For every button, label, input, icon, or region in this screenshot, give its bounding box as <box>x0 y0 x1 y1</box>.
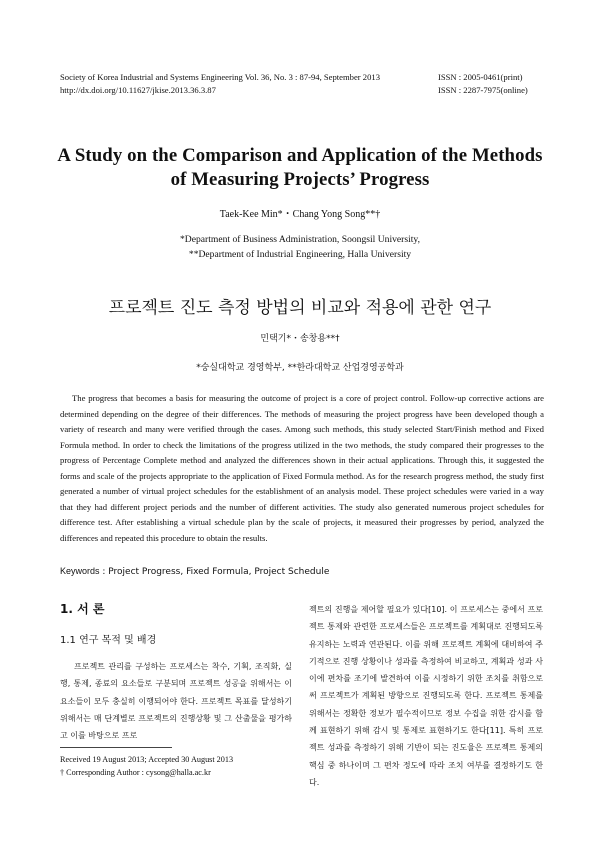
paper-title-line2: of Measuring Projects’ Progress <box>170 169 430 190</box>
affiliation-1: *Department of Business Administration, Soongsil University, <box>179 234 420 245</box>
korean-authors: 민택기*・송창용**† <box>260 334 340 344</box>
section-heading: 1. 서 론 <box>60 602 105 616</box>
body-text-right-column: 젝트의 진행을 제어할 필요가 있다[10]. 이 프로세스는 중에서 프로젝트 통제와 관련한 프로세스들은 프로젝트를 계획대로 진행되도록 유지하는 노력과 연관된다. 이를 위해 프로젝트 계획에 대비하여 주기적으로 진행 상황이나 성과를 측정하여 비교하고, 계획과 성과 사이에 편차를 조기에 발견하여 이를 시정하기 위한 조치를 취함으로써 프로젝트가 계획된 방향으로 진행되도록 한다. 프로젝트 통제를 위해서는 정확한 정보가 필수적이므로 정보 수집을 위한 감시를 함께 표현하기 위해 감시 및 통제로 표현하기도 한다[11]. 특히 프로젝트 성과를 측정하기 위해 기반이 되는 진도율은 프로젝트 통제의 핵심 중 하나이며 그 편차 정도에 따라 조치 여부를 결정하기도 한다. <box>309 605 543 787</box>
issn-print: ISSN : 2005-0461(print) <box>438 72 523 82</box>
affiliation-2: **Department of Industrial Engineering, Halla University <box>188 249 412 260</box>
body-text-left-column: 프로젝트 관리를 구성하는 프로세스는 착수, 기획, 조직화, 실행, 통제, 종료의 요소들로 구분되며 프로젝트 성공을 위해서는 이 요소들이 모두 충실히 이행되어야 한다. 프로젝트 목표를 달성하기 위해서는 매 단계별로 프로젝트의 진행상황 및 그 산출물을 평가하고 이를 바탕으로 프로 <box>60 662 292 741</box>
keywords-text: : Project Progress, Fixed Formula, Project Schedule <box>102 567 330 577</box>
abstract: The progress that becomes a basis for measuring the outcome of project is a core of project control. Follow-up corrective actions are determined depending on the degree of their differences. The methods of measuring the project progress have been developed though a variety of research and many were verified through the cases. Among such methods, this study selected Start/Finish method and Fixed Formula method. In order to check the limitations of the progress utilized in the two methods, the study compared their progresses to the progress of Percentage Complete method and analyzed the differences shown in their actual applications. Through this, it suggested the forms and scale of the projects appropriate to the application of Fixed Formula method. As for the research progress method, the study first generated a number of virtual project schedules for the establishment of an analysis model. These project schedules were varied in a way that they had different project periods and the number of different activities. The study also generated numerous project schedules for difference test. After establishing a virtual schedule plan by the scale of projects, it measured their progresses by period, analyzed the differences and repeated this procedure to obtain the results. <box>60 393 544 543</box>
footnote-divider <box>60 747 172 748</box>
keywords-label: Keywords <box>60 566 100 576</box>
authors: Taek-Kee Min*・Chang Yong Song**† <box>219 209 381 220</box>
received-dates: Received 19 August 2013; Accepted 30 August 2013 <box>60 755 234 764</box>
doi-link[interactable]: http://dx.doi.org/10.11627/jkise.2013.36.3.87 <box>60 85 216 95</box>
footnote <box>60 753 233 779</box>
journal-citation: Society of Korea Industrial and Systems Engineering Vol. 36, No. 3 : 87-94, September 2013 <box>60 72 380 82</box>
paper-title <box>0 144 600 192</box>
affiliations <box>0 232 600 262</box>
corresponding-author: † Corresponding Author : cysong@halla.ac.kr <box>60 768 211 777</box>
paper-title-line1: A Study on the Comparison and Application of the Methods <box>57 145 543 166</box>
subsection-heading: 1.1 연구 목적 및 배경 <box>60 635 157 646</box>
issn-online: ISSN : 2287-7975(online) <box>438 85 528 95</box>
keywords <box>60 566 329 577</box>
korean-affiliations: *숭실대학교 경영학부, **한라대학교 산업경영공학과 <box>196 363 404 373</box>
korean-title: 프로젝트 진도 측정 방법의 비교와 적용에 관한 연구 <box>108 298 492 318</box>
